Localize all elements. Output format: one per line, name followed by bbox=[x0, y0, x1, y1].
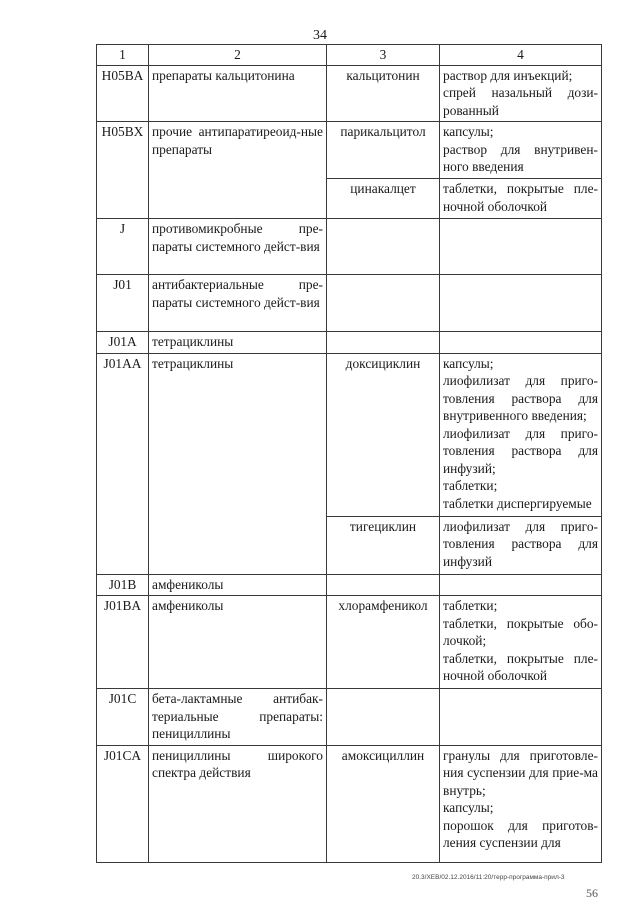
atc-code: J01AA bbox=[97, 353, 149, 516]
inn-name: цинакалцет bbox=[327, 179, 440, 219]
column-header: 4 bbox=[440, 45, 602, 66]
atc-group: тетрациклины bbox=[149, 332, 327, 354]
dosage-form: таблетки диспергируемые bbox=[443, 495, 592, 511]
footer-page-number: 56 bbox=[586, 886, 598, 900]
dosage-form: порошок для приготов-ления суспензии для bbox=[443, 817, 598, 850]
dosage-forms bbox=[440, 179, 602, 219]
inn-name: кальцитонин bbox=[327, 65, 440, 122]
inn-name: парикальцитол bbox=[327, 122, 440, 179]
dosage-forms bbox=[440, 745, 602, 862]
table-row bbox=[97, 574, 602, 596]
table-row bbox=[97, 122, 602, 179]
dosage-forms bbox=[440, 574, 602, 596]
atc-code bbox=[97, 179, 149, 219]
inn-name bbox=[327, 574, 440, 596]
atc-group bbox=[149, 179, 327, 219]
atc-code bbox=[97, 516, 149, 574]
column-header: 1 bbox=[97, 45, 149, 66]
inn-name: тигециклин bbox=[327, 516, 440, 574]
dosage-forms bbox=[440, 275, 602, 332]
atc-code: H05BA bbox=[97, 65, 149, 122]
table-row bbox=[97, 332, 602, 354]
atc-group bbox=[149, 516, 327, 574]
atc-group: прочие антипаратиреоид-ные препараты bbox=[149, 122, 327, 179]
table-row bbox=[97, 745, 602, 862]
dosage-form: лиофилизат для приго-товления раствора для внутривенного введения; bbox=[443, 373, 598, 423]
dosage-form: капсулы; bbox=[443, 124, 494, 139]
dosage-forms bbox=[440, 332, 602, 354]
atc-group: пенициллины широкого спектра действия bbox=[149, 745, 327, 862]
inn-name bbox=[327, 219, 440, 275]
dosage-forms bbox=[440, 353, 602, 516]
dosage-form: таблетки, покрытые обо-лочкой; bbox=[443, 615, 598, 648]
dosage-form: раствор для инъекций; bbox=[443, 67, 573, 83]
column-header: 2 bbox=[149, 45, 327, 66]
dosage-form: лиофилизат для приго-товления раствора для инфузий; bbox=[443, 425, 598, 476]
dosage-form: таблетки, покрытые пле-ночной оболочкой bbox=[443, 650, 598, 683]
table-row bbox=[97, 689, 602, 746]
dosage-form: капсулы; bbox=[443, 355, 494, 371]
inn-name: хлорамфеникол bbox=[327, 596, 440, 689]
atc-code: J01 bbox=[97, 275, 149, 332]
inn-name bbox=[327, 332, 440, 354]
table-header-row bbox=[97, 45, 602, 66]
table-row bbox=[97, 353, 602, 516]
dosage-forms bbox=[440, 65, 602, 122]
table-row bbox=[97, 596, 602, 689]
dosage-forms bbox=[440, 122, 602, 179]
table-row bbox=[97, 179, 602, 219]
dosage-forms bbox=[440, 596, 602, 689]
table-row bbox=[97, 65, 602, 122]
inn-name: доксициклин bbox=[327, 353, 440, 516]
dosage-form: таблетки, покрытые пле-ночной оболочкой bbox=[443, 181, 598, 214]
inn-name bbox=[327, 275, 440, 332]
table-row bbox=[97, 516, 602, 574]
dosage-form: лиофилизат для приго-товления раствора для инфузий bbox=[443, 518, 598, 569]
atc-group: препараты кальцитонина bbox=[149, 65, 327, 122]
table-row bbox=[97, 275, 602, 332]
atc-group: амфениколы bbox=[149, 574, 327, 596]
drug-table bbox=[96, 44, 602, 863]
page-number: 34 bbox=[313, 28, 327, 43]
atc-group: антибактериальные пре-параты системного дейст-вия bbox=[149, 275, 327, 332]
dosage-form: спрей назальный дози-рованный bbox=[443, 85, 598, 118]
table-row bbox=[97, 219, 602, 275]
dosage-form: раствор для внутривен-ного введения bbox=[443, 141, 598, 174]
dosage-forms bbox=[440, 219, 602, 275]
inn-name: амоксициллин bbox=[327, 745, 440, 862]
inn-name bbox=[327, 689, 440, 746]
dosage-form: гранулы для приготовле-ния суспензии для прие-ма внутрь; bbox=[443, 747, 598, 798]
atc-group: противомикробные пре-параты системного дейст-вия bbox=[149, 219, 327, 275]
atc-group: бета-лактамные антибак-териальные препараты: пенициллины bbox=[149, 689, 327, 746]
footer-document-stamp: 20.3/XEB/02.12.2016/11:20/терр-программа-прил-3 bbox=[412, 874, 565, 881]
dosage-form: таблетки; bbox=[443, 598, 498, 613]
atc-code: J bbox=[97, 219, 149, 275]
atc-code: J01CA bbox=[97, 745, 149, 862]
dosage-form: капсулы; bbox=[443, 800, 494, 815]
atc-code: J01BA bbox=[97, 596, 149, 689]
atc-code: J01C bbox=[97, 689, 149, 746]
dosage-form: таблетки; bbox=[443, 478, 498, 493]
dosage-forms bbox=[440, 516, 602, 574]
atc-group: амфениколы bbox=[149, 596, 327, 689]
atc-code: J01A bbox=[97, 332, 149, 354]
dosage-forms bbox=[440, 689, 602, 746]
atc-code: H05BX bbox=[97, 122, 149, 179]
column-header: 3 bbox=[327, 45, 440, 66]
atc-group: тетрациклины bbox=[149, 353, 327, 516]
atc-code: J01B bbox=[97, 574, 149, 596]
